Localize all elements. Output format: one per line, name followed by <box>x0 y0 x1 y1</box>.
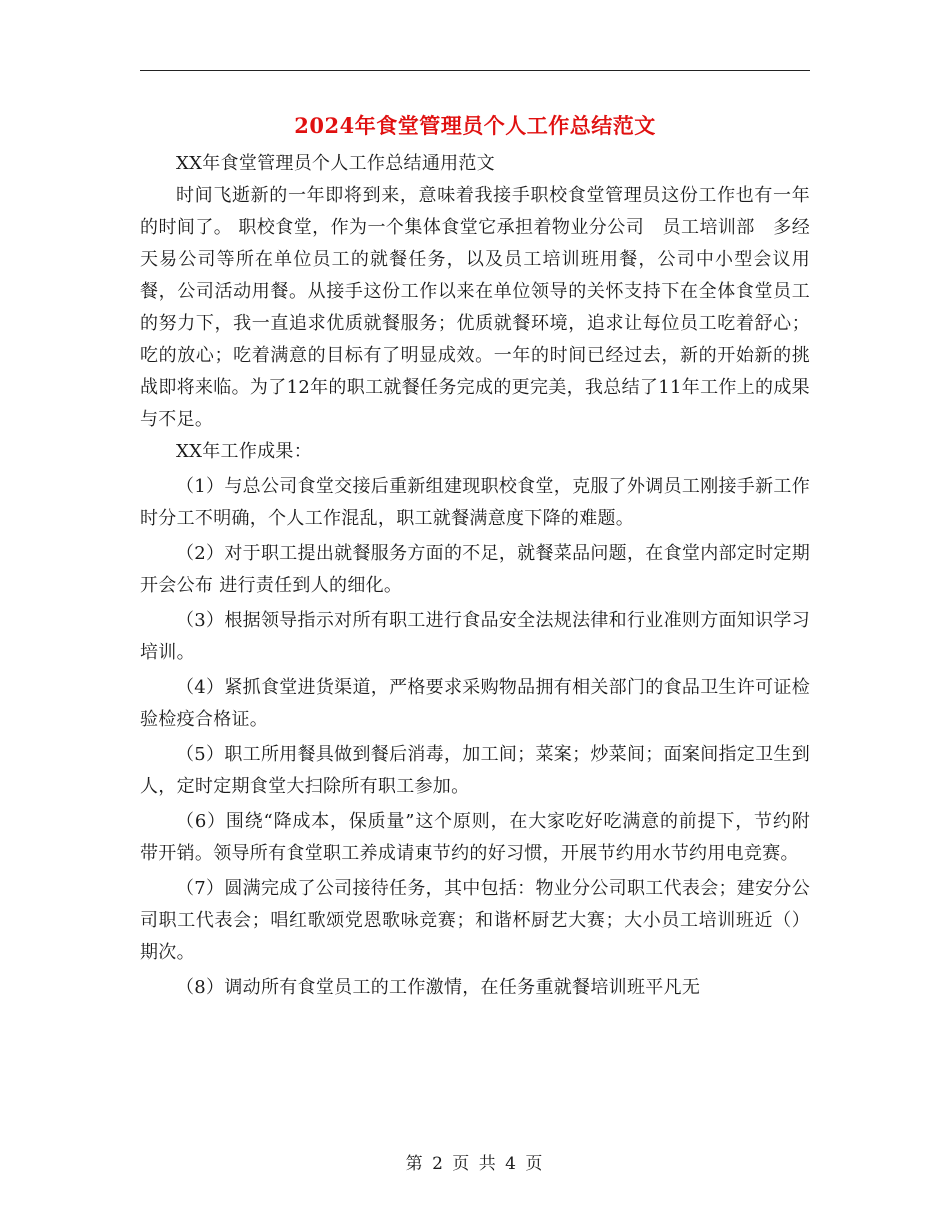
list-item: （6）围绕“降成本，保质量”这个原则，在大家吃好吃满意的前提下，节约附带开销。领导所有食堂职工养成请東节约的好习惯，开展节约用水节约用电竞赛。 <box>140 811 810 864</box>
list-item: （4）紧抓食堂进货渠道，严格要求采购物品拥有相关部门的食品卫生许可证检验检疫合格证。 <box>140 677 810 730</box>
header-rule <box>140 70 810 71</box>
intro-paragraph: 时间飞逝新的一年即将到来，意味着我接手职校食堂管理员这份工作也有一年的时间了。 职校食堂，作为一个集体食堂它承担着物业分公司 员工培训部 多经 天易公司等所在单位员工的就餐任务，以及员工培训班用餐，公司中小型会议用餐，公司活动用餐。从接手这份工作以来在单位领导的关怀支持下在全体食堂员工的努力下，我一直追求优质就餐服务；优质就餐环境，追求让每位员工吃着舒心；吃的放心；吃着满意的目标有了明显成效。一年的时间已经过去，新的开始新的挑战即将来临。为了12年的职工就餐任务完成的更完美，我总结了11年工作上的成果与不足。 <box>140 185 829 430</box>
list-item: （7）圆满完成了公司接待任务，其中包括：物业分公司职工代表会；建安分公司职工代表会；唱红歌颂党恩歌咏竞赛；和谐杯厨艺大赛；大小员工培训班近（）期次。 <box>140 878 810 963</box>
subtitle-paragraph: XX年食堂管理员个人工作总结通用范文 <box>176 153 496 174</box>
page-footer: 第 2 页 共 4 页 <box>405 1154 545 1174</box>
list-item: （3）根据领导指示对所有职工进行食品安全法规法律和行业准则方面知识学习培训。 <box>140 610 810 663</box>
document-title: 2024年食堂管理员个人工作总结范文 <box>294 113 656 138</box>
document-body <box>140 148 829 1004</box>
list-item: （1）与总公司食堂交接后重新组建现职校食堂，克服了外调员工刚接手新工作时分工不明确，个人工作混乱，职工就餐满意度下降的难题。 <box>140 476 810 529</box>
section-heading: XX年工作成果： <box>176 441 313 462</box>
list-item: （2）对于职工提出就餐服务方面的不足，就餐菜品问题，在食堂内部定时定期开会公布 进行责任到人的细化。 <box>140 543 810 596</box>
list-item: （5）职工所用餐具做到餐后消毒，加工间；菜案；炒菜间；面案间指定卫生到人，定时定期食堂大扫除所有职工参加。 <box>140 744 810 797</box>
list-item: （8）调动所有食堂员工的工作激情，在任务重就餐培训班平凡无 <box>176 977 701 998</box>
